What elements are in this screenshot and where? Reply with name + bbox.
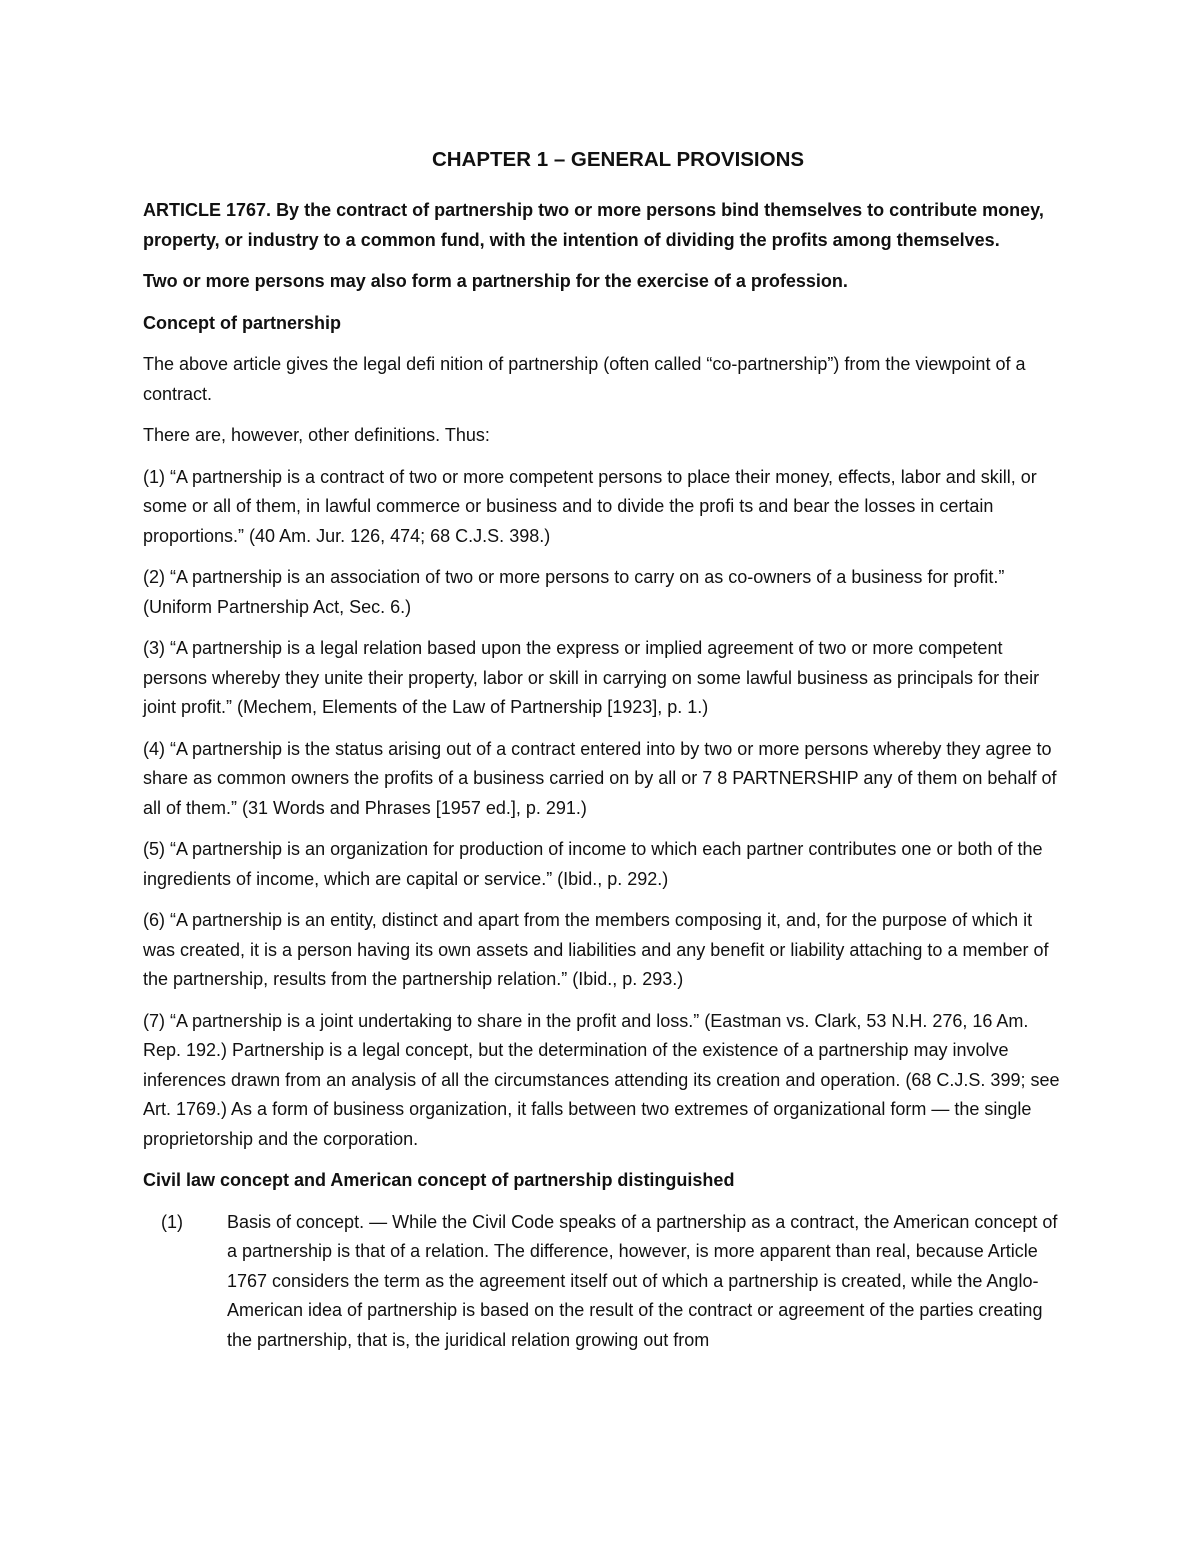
list-item-text: Basis of concept. — While the Civil Code speaks of a partnership as a contract, the American concept of a partnership is that of a relation. The difference, however, is more apparent than real, because Article 1767 considers the term as the agreement itself out of which a partnership is created, while the Anglo-American idea of partnership is based on the result of the contract or agreement of the parties creating the partnership, that is, the juridical relation growing out from — [227, 1211, 1058, 1350]
distinguished-heading: Civil law concept and American concept of partnership distinguished — [143, 1170, 735, 1190]
article-1767-paragraph — [143, 196, 1063, 255]
concept-heading: Concept of partnership — [143, 312, 342, 333]
list-item — [161, 1208, 1063, 1356]
list-item-number: (1) — [161, 1211, 183, 1232]
article-label: ARTICLE 1767. — [143, 200, 272, 220]
definition-3: (3) “A partnership is a legal relation based upon the express or implied agreement of two or more competent persons whereby they unite their property, labor or skill in carrying on some lawful business as principals for their joint profit.” (Mechem, Elements of the Law of Partnership [1923], p. 1.) — [143, 638, 1040, 717]
definition-6: (6) “A partnership is an entity, distinct and apart from the members composing it, and, for the purpose of which it was created, it is a person having its own assets and liabilities and any benefit or liability attaching to a member of the partnership, results from the partnership relation.” (Ibid., p. 293.) — [143, 910, 1049, 989]
concept-intro-paragraph: The above article gives the legal defi nition of partnership (often called “co-partnership”) from the viewpoint of a contract. — [143, 354, 1026, 404]
article-text: By the contract of partnership two or more persons bind themselves to contribute money, property, or industry to a common fund, with the intention of dividing the profits among themselves. — [143, 200, 1044, 250]
definition-4: (4) “A partnership is the status arising out of a contract entered into by two or more persons whereby they agree to share as common owners the profits of a business carried on by all or 7 8 PARTNERSHIP any of them on behalf of all of them.” (31 Words and Phrases [1957 ed.], p. 291.) — [143, 738, 1057, 818]
document-body — [143, 146, 1063, 1355]
article-second-paragraph: Two or more persons may also form a partnership for the exercise of a profession. — [143, 271, 848, 291]
definition-2: (2) “A partnership is an association of two or more persons to carry on as co-owners of a business for profit.” (Uniform Partnership Act, Sec. 6.) — [143, 567, 1005, 617]
definition-5: (5) “A partnership is an organization for production of income to which each partner contributes one or both of the ingredients of income, which are capital or service.” (Ibid., p. 292.) — [143, 839, 1043, 889]
definition-1: (1) “A partnership is a contract of two or more competent persons to place their money, effects, labor and skill, or some or all of them, in lawful commerce or business and to divide the profi ts and bear the losses in certain proportions.” (40 Am. Jur. 126, 474; 68 C.J.S. 398.) — [143, 466, 1037, 546]
distinguished-list — [143, 1208, 1063, 1356]
definition-7: (7) “A partnership is a joint undertaking to share in the profit and loss.” (Eastman vs. Clark, 53 N.H. 276, 16 Am. Rep. 192.) Partnership is a legal concept, but the determination of the existence of a partnership may involve inferences drawn from an analysis of all the circumstances attending its creation and operation. (68 C.J.S. 399; see Art. 1769.) As a form of business organization, it falls between two extremes of organizational form — the single proprietorship and the corporation. — [143, 1010, 1060, 1149]
other-definitions-paragraph: There are, however, other definitions. Thus: — [143, 425, 490, 445]
chapter-title: CHAPTER 1 – GENERAL PROVISIONS — [431, 148, 805, 171]
